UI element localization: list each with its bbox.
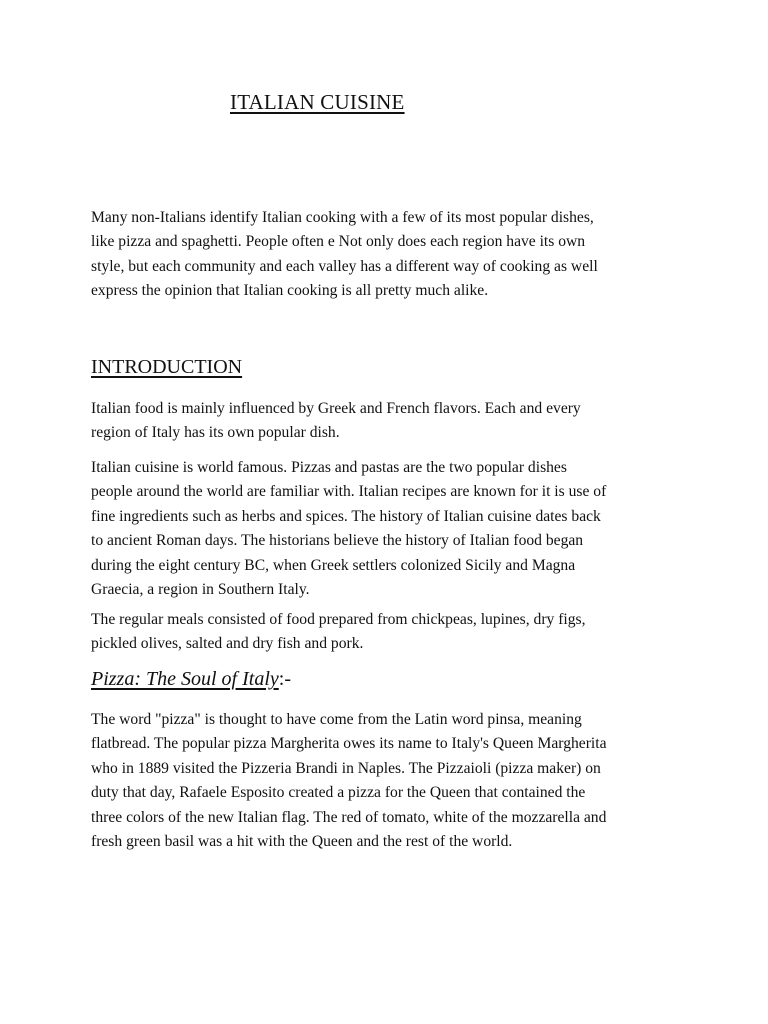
text-line: express the opinion that Italian cooking is all pretty much alike. — [91, 282, 489, 300]
pizza-heading-title: Pizza: The Soul of Italy — [91, 668, 279, 690]
document-title: ITALIAN CUISINE — [230, 90, 405, 114]
introduction-heading: INTRODUCTION — [91, 356, 243, 378]
text-line: to ancient Roman days. The historians believe the history of Italian food began — [91, 532, 584, 550]
text-line: style, but each community and each valley has a different way of cooking as well — [91, 257, 598, 275]
text-line: fresh green basil was a hit with the Queen and the rest of the world. — [91, 833, 513, 851]
introduction-paragraph-3 — [91, 608, 691, 657]
text-line: Graecia, a region in Southern Italy. — [91, 581, 310, 599]
pizza-heading-suffix: :- — [278, 668, 291, 690]
text-line: Many non-Italians identify Italian cooking with a few of its most popular dishes, — [91, 209, 594, 226]
text-line: during the eight century BC, when Greek settlers colonized Sicily and Magna — [91, 556, 576, 574]
text-line: like pizza and spaghetti. People often e Not only does each region have its own — [91, 233, 586, 251]
text-line: people around the world are familiar with. Italian recipes are known for it is use of — [91, 483, 607, 501]
text-line: pickled olives, salted and dry fish and pork. — [91, 635, 364, 653]
text-line: region of Italy has its own popular dish. — [91, 424, 340, 442]
pizza-paragraph — [91, 708, 691, 854]
text-line: duty that day, Rafaele Esposito created a pizza for the Queen that contained the — [91, 784, 586, 802]
text-line: The word "pizza" is thought to have come from the Latin word pinsa, meaning — [91, 711, 582, 728]
introduction-paragraph-2 — [91, 456, 691, 602]
text-line: Italian food is mainly influenced by Greek and French flavors. Each and every — [91, 400, 581, 417]
intro-paragraph — [91, 206, 691, 304]
text-line: three colors of the new Italian flag. The red of tomato, white of the mozzarella and — [91, 808, 607, 826]
introduction-paragraph-1 — [91, 397, 691, 446]
text-line: fine ingredients such as herbs and spices. The history of Italian cuisine dates back — [91, 507, 601, 525]
text-line: The regular meals consisted of food prepared from chickpeas, lupines, dry figs, — [91, 611, 586, 628]
text-line: Italian cuisine is world famous. Pizzas and pastas are the two popular dishes — [91, 459, 567, 476]
pizza-section-heading — [91, 668, 291, 691]
text-line: flatbread. The popular pizza Margherita owes its name to Italy's Queen Margherita — [91, 735, 607, 753]
text-line: who in 1889 visited the Pizzeria Brandi in Naples. The Pizzaioli (pizza maker) on — [91, 759, 601, 777]
